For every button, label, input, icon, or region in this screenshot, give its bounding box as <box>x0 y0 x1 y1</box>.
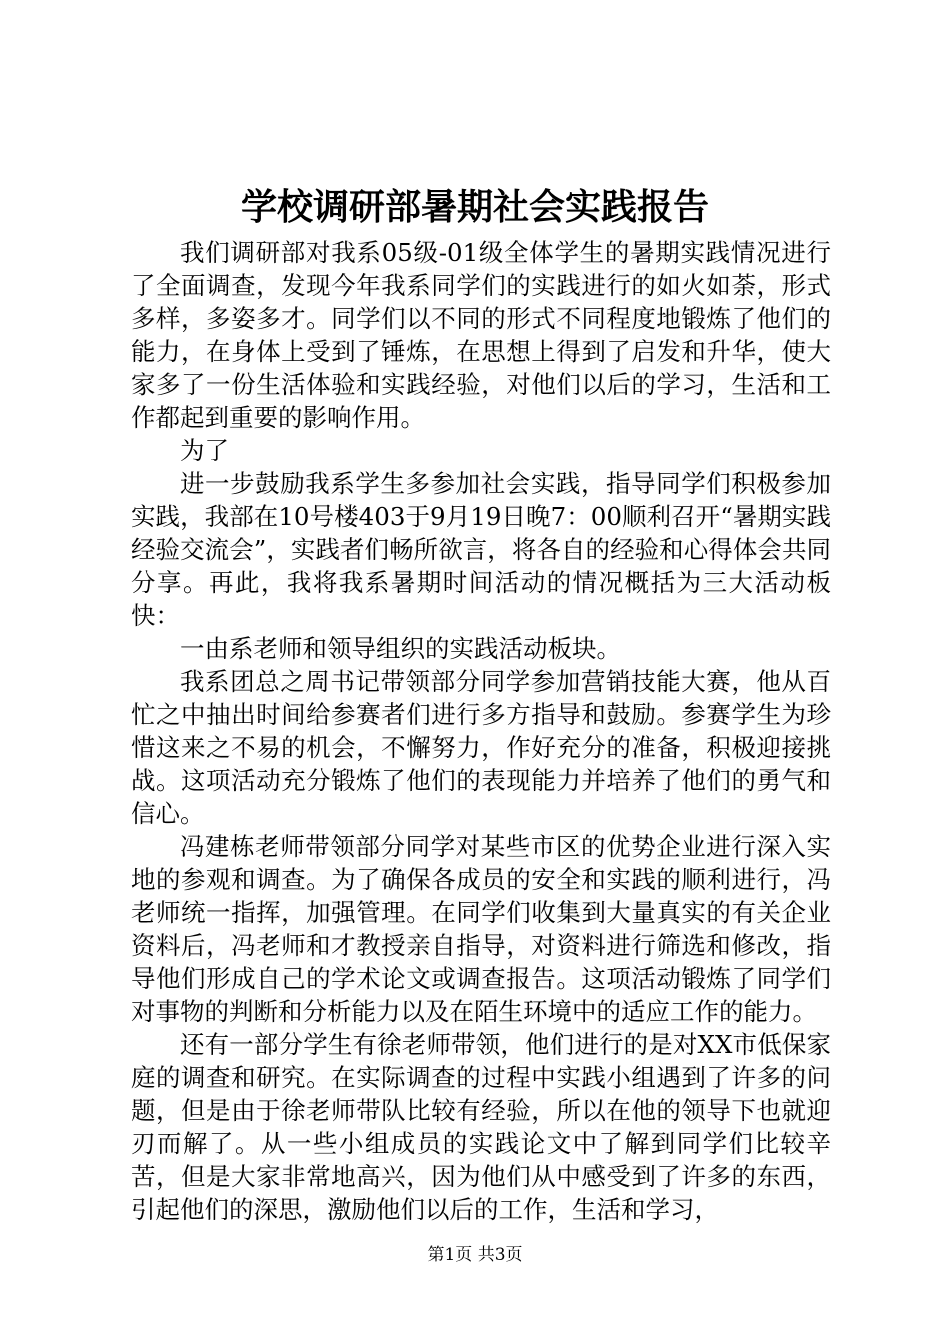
page-footer: 第1页 共3页 <box>427 1245 523 1265</box>
paragraph: 我们调研部对我系05级-01级全体学生的暑期实践情况进行了全面调查，发现今年我系同学们的实践进行的如火如荼，形式多样，多姿多才。同学们以不同的形式不同程度地锻炼了他们的能力，在身体上受到了锤炼，在思想上得到了启发和升华，使大家多了一份生活体验和实践经验，对他们以后的学习，生活和工作都起到重要的影响作用。 <box>131 238 831 432</box>
paragraph: 为了 <box>180 436 229 465</box>
paragraph: 还有一部分学生有徐老师带领，他们进行的是对XX市低保家庭的调查和研究。在实际调查的过程中实践小组遇到了许多的问题，但是由于徐老师带队比较有经验，所以在他的领导下也就迎刃而解了。从一些小组成员的实践论文中了解到同学们比较辛苦，但是大家非常地高兴，因为他们从中感受到了许多的东西，引起他们的深思，激励他们以后的工作，生活和学习， <box>131 1030 831 1224</box>
paragraph: 冯建栋老师带领部分同学对某些市区的优势企业进行深入实地的参观和调查。为了确保各成员的安全和实践的顺利进行，冯老师统一指挥，加强管理。在同学们收集到大量真实的有关企业资料后，冯老师和才教授亲自指导，对资料进行筛选和修改，指导他们形成自己的学术论文或调查报告。这项活动锻炼了同学们对事物的判断和分析能力以及在陌生环境中的适应工作的能力。 <box>131 832 831 1026</box>
paragraph: 进一步鼓励我系学生多参加社会实践，指导同学们积极参加实践，我部在10号楼403于9月19日晚7：00顺利召开“暑期实践经验交流会”，实践者们畅所欲言，将各自的经验和心得体会共同分享。再此，我将我系暑期时间活动的情况概括为三大活动板快： <box>131 469 831 630</box>
document-body <box>131 236 831 1226</box>
paragraph: 我系团总之周书记带领部分同学参加营销技能大赛，他从百忙之中抽出时间给参赛者们进行多方指导和鼓励。参赛学生为珍惜这来之不易的机会，不懈努力，作好充分的准备，积极迎接挑战。这项活动充分锻炼了他们的表现能力并培养了他们的勇气和信心。 <box>131 667 831 828</box>
paragraph: 一由系老师和领导组织的实践活动板块。 <box>180 634 621 663</box>
document-title: 学校调研部暑期社会实践报告 <box>240 186 709 228</box>
